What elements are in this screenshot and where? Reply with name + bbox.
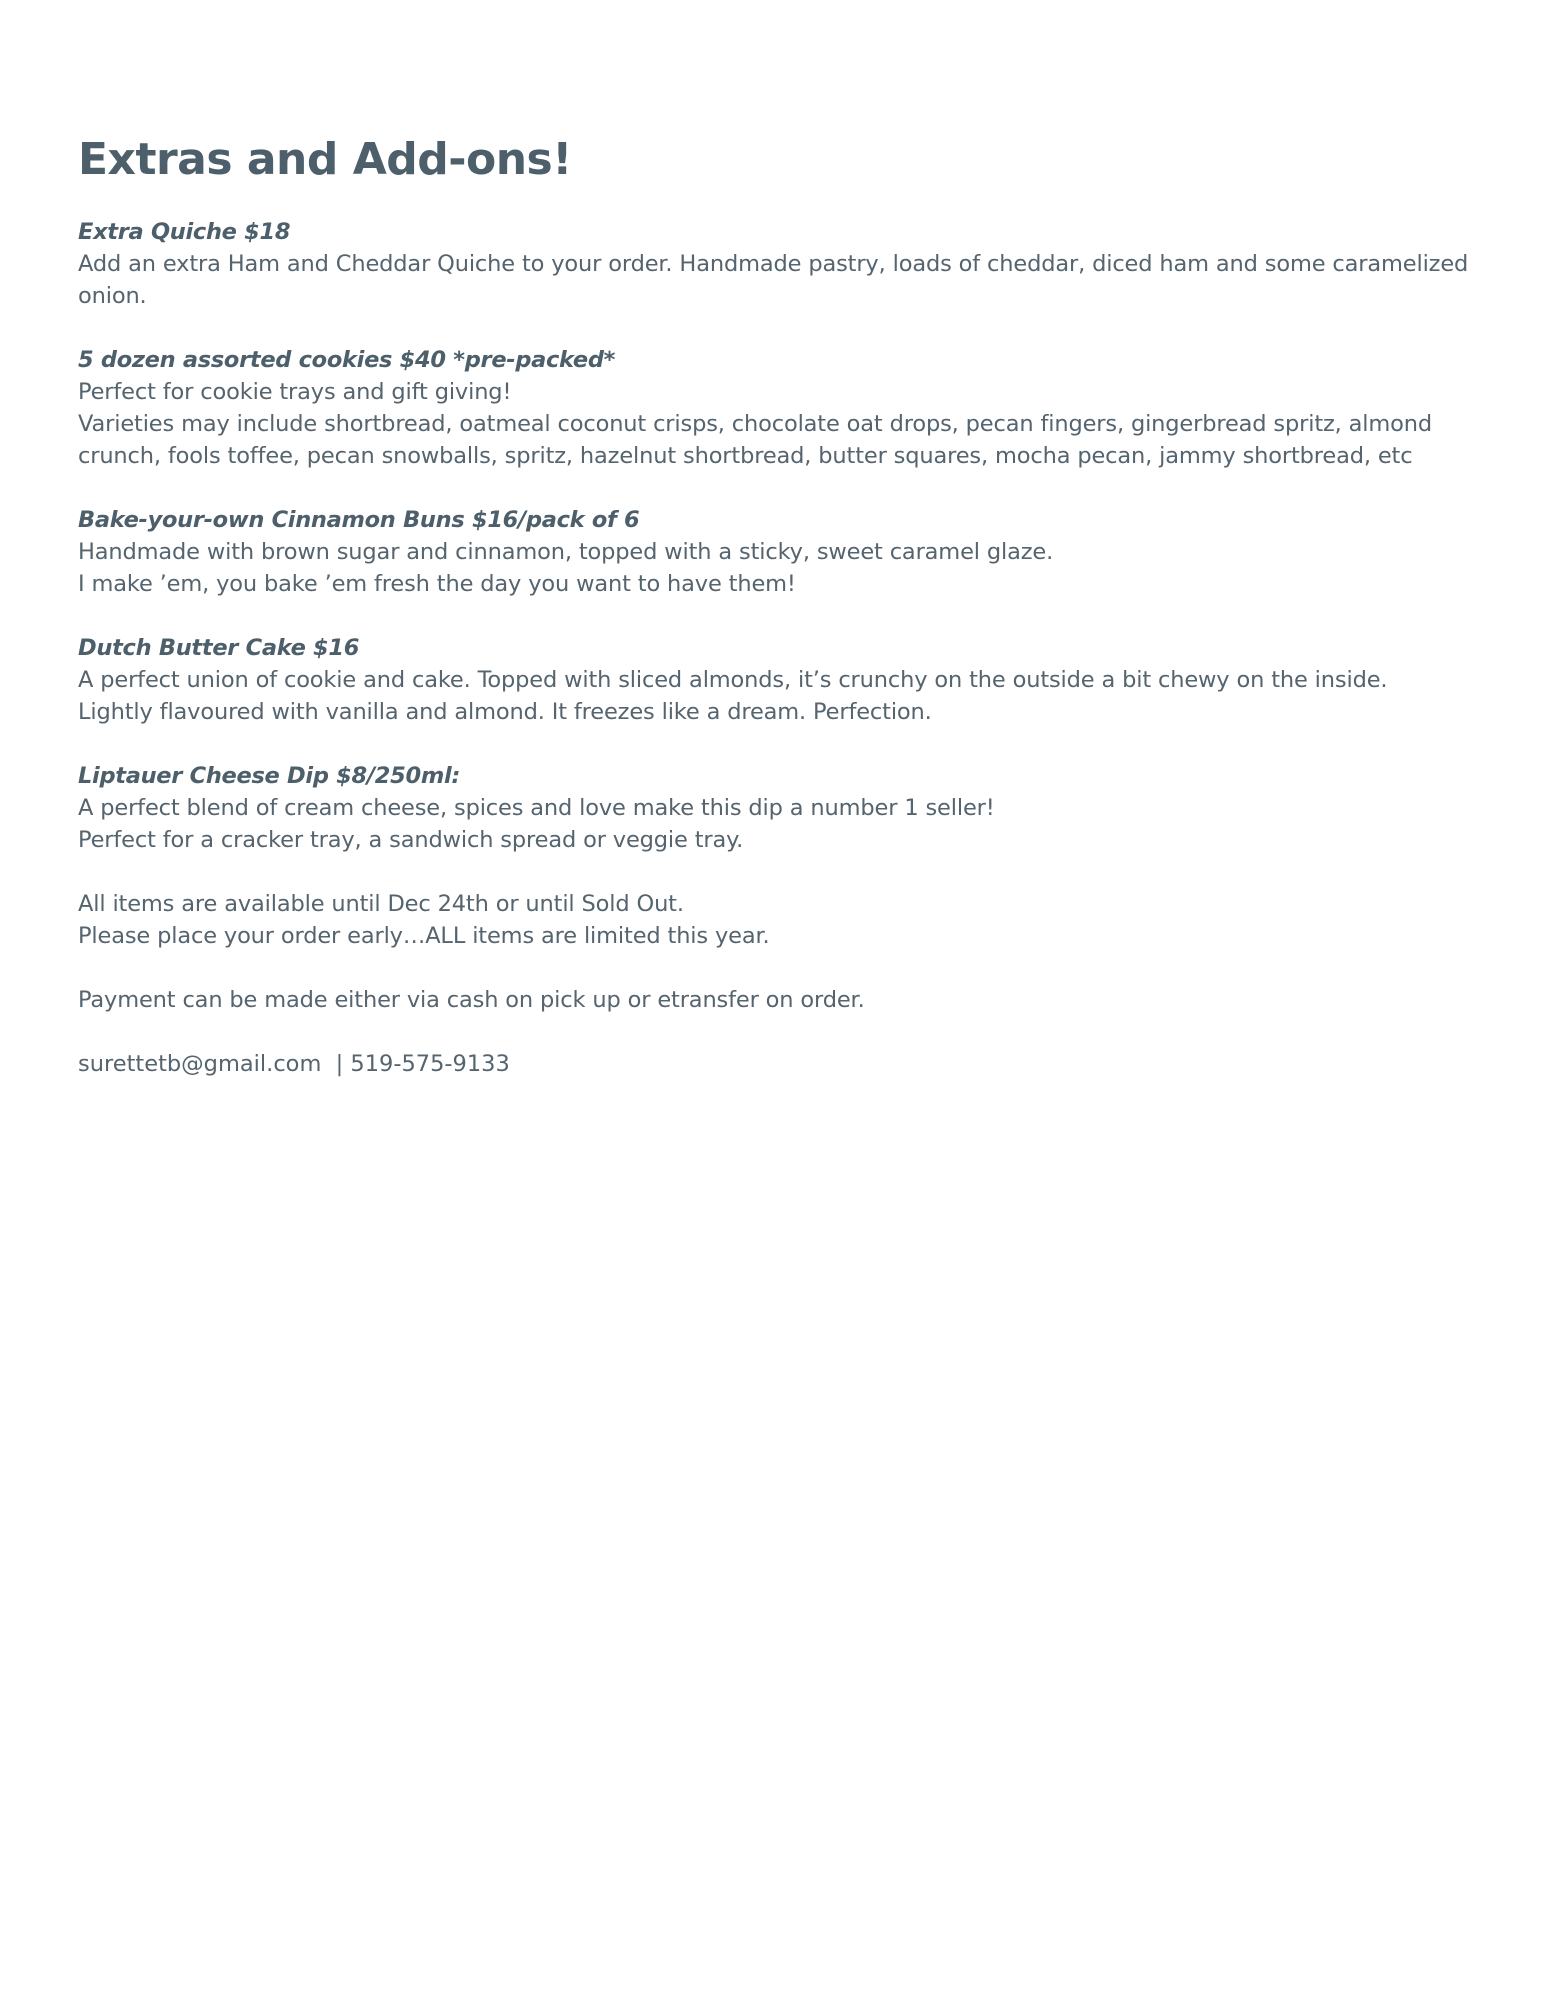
availability-note [78, 888, 1478, 952]
menu-item-cinnamon-buns [78, 504, 1478, 600]
item-description: A perfect union of cookie and cake. Topped with sliced almonds, it’s crunchy on the outside a bit chewy on the inside. [78, 667, 1388, 693]
payment-line: Payment can be made either via cash on pick up or etransfer on order. [78, 987, 865, 1013]
item-description: A perfect blend of cream cheese, spices and love make this dip a number 1 seller! [78, 795, 995, 821]
contact-separator: | [321, 1051, 351, 1077]
menu-item-liptauer-cheese-dip [78, 760, 1478, 856]
item-description: Add an extra Ham and Cheddar Quiche to your order. Handmade pastry, loads of cheddar, diced ham and some caramelized onion. [78, 251, 1469, 309]
item-title: Extra Quiche $18 [78, 219, 291, 245]
item-description: Lightly flavoured with vanilla and almond. It freezes like a dream. Perfection. [78, 699, 932, 725]
menu-item-dutch-butter-cake [78, 632, 1478, 728]
document-page [78, 128, 1478, 1080]
item-title: Bake-your-own Cinnamon Buns $16/pack of 6 [78, 507, 640, 533]
page-title: Extras and Add-ons! [78, 134, 572, 185]
contact-info [78, 1048, 1478, 1080]
item-title: Dutch Butter Cake $16 [78, 635, 360, 661]
item-title: 5 dozen assorted cookies $40 *pre-packed* [78, 347, 616, 373]
item-description: Handmade with brown sugar and cinnamon, topped with a sticky, sweet caramel glaze. [78, 539, 1054, 565]
item-description: I make ’em, you bake ’em fresh the day you want to have them! [78, 571, 796, 597]
menu-item-assorted-cookies [78, 344, 1478, 472]
email-link[interactable]: surettetb@gmail.com [78, 1051, 322, 1077]
item-description: Perfect for a cracker tray, a sandwich spread or veggie tray. [78, 827, 744, 853]
availability-line: All items are available until Dec 24th or until Sold Out. [78, 891, 684, 917]
phone-number: 519-575-9133 [350, 1051, 510, 1077]
item-description: Varieties may include shortbread, oatmeal coconut crisps, chocolate oat drops, pecan fingers, gingerbread spritz, almond crunch, fools toffee, pecan snowballs, spritz, hazelnut shortbread, butter squares, mocha pecan, jammy shortbread, etc [78, 411, 1433, 469]
item-description: Perfect for cookie trays and gift giving! [78, 379, 512, 405]
payment-note [78, 984, 1478, 1016]
availability-line: Please place your order early…ALL items are limited this year. [78, 923, 770, 949]
item-title: Liptauer Cheese Dip $8/250ml: [78, 763, 461, 789]
menu-item-extra-quiche [78, 216, 1478, 312]
